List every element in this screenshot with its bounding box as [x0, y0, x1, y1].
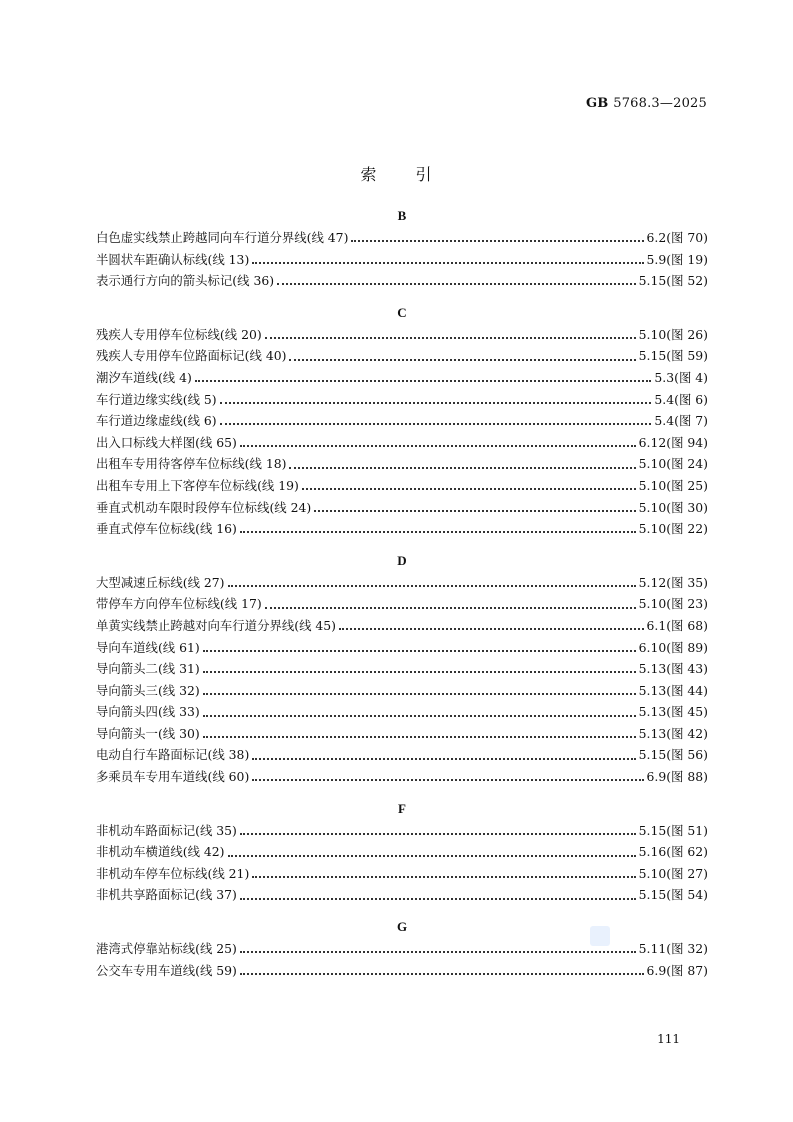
index-entry-reference: 5.13(图 43) — [638, 661, 708, 677]
dot-leader — [302, 487, 636, 490]
index-entry-label: 非机动车路面标记(线 35) — [96, 822, 237, 838]
index-entry-reference: 5.15(图 59) — [638, 348, 708, 364]
index-entry — [96, 658, 708, 680]
index-entry — [96, 453, 708, 475]
index-entry-reference: 6.2(图 70) — [646, 230, 708, 245]
dot-leader — [203, 649, 636, 652]
index-entry-label: 多乘员车专用车道线(线 60) — [96, 769, 250, 785]
index-entry — [96, 432, 708, 454]
dot-leader — [289, 358, 635, 361]
index-entry-reference: 5.10(图 23) — [638, 596, 708, 612]
index-entry — [96, 701, 708, 723]
dot-leader — [203, 670, 636, 673]
index-entry-label: 白色虚实线禁止跨越同向车行道分界线(线 47) — [96, 230, 349, 245]
dot-leader — [277, 282, 636, 285]
index-entry — [96, 615, 708, 637]
index-entry-reference: 6.1(图 68) — [646, 617, 708, 633]
index-entry-label: 非机动车横道线(线 42) — [96, 844, 225, 860]
section-letter: C — [397, 304, 407, 320]
index-entry — [96, 475, 708, 497]
index-entry-label: 带停车方向停车位标线(线 17) — [96, 596, 262, 612]
index-entry-label: 出入口标线大样图(线 65) — [96, 434, 237, 450]
index-entry-label: 导向箭头三(线 32) — [96, 682, 200, 698]
index-entry-label: 单黄实线禁止跨越对向车行道分界线(线 45) — [96, 617, 337, 633]
index-entry-reference: 6.9(图 88) — [646, 769, 708, 785]
section-letter: D — [397, 552, 407, 568]
index-entry-reference: 5.13(图 44) — [638, 682, 708, 698]
dot-leader — [203, 735, 636, 738]
index-entry — [96, 820, 708, 842]
dot-leader — [228, 584, 636, 587]
index-entry-list — [96, 324, 708, 540]
index-entry-reference: 5.10(图 22) — [638, 521, 708, 537]
section-letter: F — [398, 800, 406, 816]
dot-leader — [314, 509, 635, 512]
index-entry — [96, 249, 708, 271]
index-entry-reference: 5.13(图 45) — [638, 704, 708, 720]
dot-leader — [240, 897, 636, 900]
index-entry — [96, 497, 708, 519]
index-entry-reference: 5.9(图 19) — [646, 251, 708, 267]
index-entry-label: 公交车专用车道线(线 59) — [96, 962, 237, 978]
index-entry-label: 残疾人专用停车位标线(线 20) — [96, 326, 262, 342]
dot-leader — [252, 875, 635, 878]
index-entry — [96, 389, 708, 411]
index-entry-label: 导向车道线(线 61) — [96, 639, 200, 655]
index-entry — [96, 766, 708, 788]
dot-leader — [265, 606, 636, 609]
standard-number — [586, 96, 707, 111]
dot-leader — [203, 692, 636, 695]
index-entry — [96, 637, 708, 659]
index-entry-reference: 5.15(图 51) — [638, 822, 708, 838]
dot-leader — [252, 261, 643, 264]
index-entry-reference: 5.15(图 56) — [638, 747, 708, 763]
index-entry-reference: 5.15(图 54) — [638, 887, 708, 903]
dot-leader — [240, 972, 644, 975]
index-entry — [96, 367, 708, 389]
index-entry-label: 非机动车停车位标线(线 21) — [96, 865, 250, 881]
index-entry-list — [96, 227, 708, 292]
index-entry-label: 车行道边缘实线(线 5) — [96, 391, 217, 407]
dot-leader — [203, 714, 636, 717]
index-entry — [96, 270, 708, 292]
dot-leader — [252, 778, 643, 781]
dot-leader — [195, 379, 652, 382]
dot-leader — [228, 854, 636, 857]
index-entry-label: 残疾人专用停车位路面标记(线 40) — [96, 348, 287, 364]
title-char-2: 引 — [415, 165, 433, 184]
index-entry — [96, 938, 708, 960]
index-entry-reference: 5.3(图 4) — [654, 369, 708, 385]
index-entry — [96, 744, 708, 766]
index-entry — [96, 324, 708, 346]
index-entry-reference: 6.9(图 87) — [646, 962, 708, 978]
dot-leader — [240, 950, 636, 953]
dot-leader — [240, 444, 636, 447]
index-entry-label: 导向箭头四(线 33) — [96, 704, 200, 720]
index-entry — [96, 863, 708, 885]
index-entry-reference: 5.10(图 27) — [638, 865, 708, 881]
index-entry-label: 出租车专用待客停车位标线(线 18) — [96, 456, 287, 472]
dot-leader — [240, 530, 636, 533]
index-entry-reference: 5.12(图 35) — [638, 574, 708, 590]
index-entry-list — [96, 938, 708, 981]
index-entry-label: 半圆状车距确认标线(线 13) — [96, 251, 250, 267]
dot-leader — [265, 336, 636, 339]
index-entry — [96, 227, 708, 249]
dot-leader — [220, 401, 652, 404]
page-title — [0, 162, 793, 185]
index-entry-label: 港湾式停靠站标线(线 25) — [96, 941, 237, 957]
index-entry — [96, 345, 708, 367]
index-content — [96, 205, 708, 991]
index-entry-label: 大型减速丘标线(线 27) — [96, 574, 225, 590]
index-entry-reference: 6.12(图 94) — [638, 434, 708, 450]
index-entry-label: 出租车专用上下客停车位标线(线 19) — [96, 477, 299, 493]
watermark-stamp — [590, 926, 610, 946]
index-entry-label: 导向箭头二(线 31) — [96, 661, 200, 677]
dot-leader — [220, 422, 652, 425]
index-entry — [96, 518, 708, 540]
index-entry — [96, 841, 708, 863]
dot-leader — [289, 466, 635, 469]
standard-code: 5768.3—2025 — [613, 96, 707, 111]
index-entry-reference: 5.16(图 62) — [638, 844, 708, 860]
index-entry-label: 垂直式停车位标线(线 16) — [96, 521, 237, 537]
dot-leader — [240, 832, 636, 835]
title-char-1: 索 — [360, 165, 378, 184]
index-entry-reference: 5.13(图 42) — [638, 725, 708, 741]
index-entry-reference: 5.10(图 24) — [638, 456, 708, 472]
index-entry — [96, 572, 708, 594]
index-entry — [96, 593, 708, 615]
index-entry-label: 车行道边缘虚线(线 6) — [96, 413, 217, 429]
index-entry-reference: 5.10(图 30) — [638, 499, 708, 515]
index-entry-reference: 5.11(图 32) — [638, 941, 708, 957]
index-entry — [96, 960, 708, 982]
index-entry-reference: 5.10(图 25) — [638, 477, 708, 493]
section-letter: G — [396, 919, 408, 935]
index-entry-reference: 5.10(图 26) — [638, 326, 708, 342]
index-entry-label: 表示通行方向的箭头标记(线 36) — [96, 273, 275, 289]
index-entry-reference: 5.4(图 6) — [654, 391, 708, 407]
index-entry-reference: 5.15(图 52) — [638, 273, 708, 289]
index-entry-reference: 6.10(图 89) — [638, 639, 708, 655]
index-entry-label: 潮汐车道线(线 4) — [96, 369, 192, 385]
standard-prefix: GB — [585, 96, 609, 111]
index-entry-label: 垂直式机动车限时段停车位标线(线 24) — [96, 499, 312, 515]
dot-leader — [252, 757, 635, 760]
index-entry-list — [96, 572, 708, 788]
page-number: 111 — [657, 1032, 680, 1046]
index-entry-label: 非机共享路面标记(线 37) — [96, 887, 237, 903]
index-entry-label: 导向箭头一(线 30) — [96, 725, 200, 741]
dot-leader — [351, 239, 643, 242]
index-entry-label: 电动自行车路面标记(线 38) — [96, 747, 250, 763]
index-entry-list — [96, 820, 708, 906]
index-entry — [96, 680, 708, 702]
index-entry-reference: 5.4(图 7) — [654, 413, 708, 429]
section-letter: B — [397, 208, 407, 223]
dot-leader — [339, 627, 644, 630]
index-entry — [96, 884, 708, 906]
index-entry — [96, 723, 708, 745]
index-entry — [96, 410, 708, 432]
